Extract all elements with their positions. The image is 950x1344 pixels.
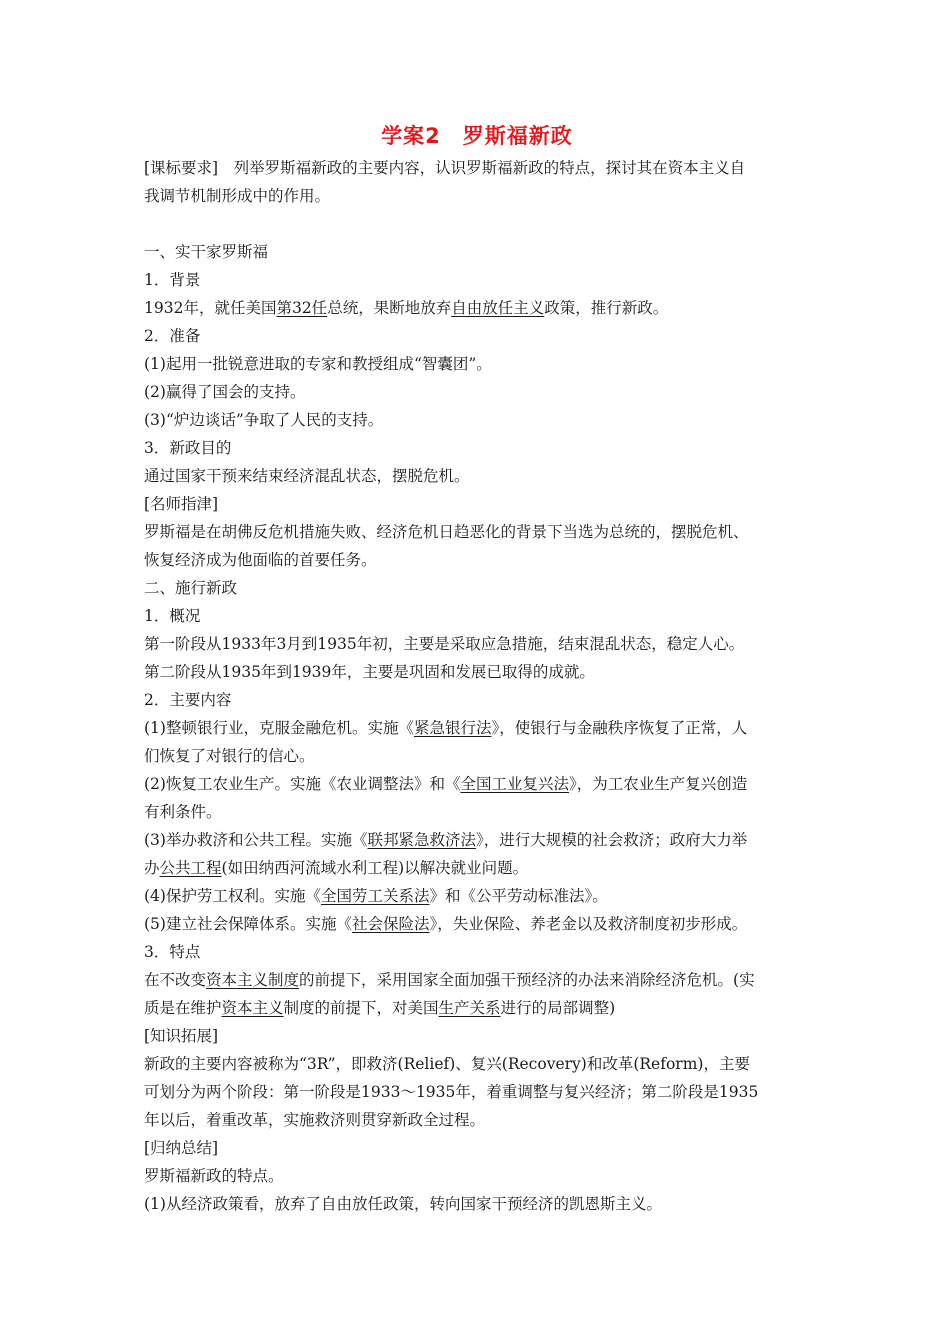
list-item: (1)起用一批锐意进取的专家和教授组成“智囊团”。 [144, 355, 492, 373]
extension-text: 年以后，着重改革，实施救济则贯穿新政全过程。 [144, 1111, 486, 1129]
underlined-term: 全国工业复兴法 [460, 775, 569, 793]
underlined-term: 资本主义制度 [206, 971, 300, 989]
goal-text: 通过国家干预来结束经济混乱状态，摆脱危机。 [144, 467, 470, 485]
page-title: 学案2 罗斯福新政 [381, 124, 573, 148]
list-item: (3)举办救济和公共工程。实施《联邦紧急救济法》，进行大规模的社会救济；政府大力举 [144, 831, 748, 849]
background-text: 1932年，就任美国第32任总统，果断地放弃自由放任主义政策，推行新政。 [144, 299, 669, 317]
section-heading: 一、实干家罗斯福 [144, 243, 269, 261]
underlined-term: 自由放任主义 [451, 299, 545, 317]
requirement-line: [课标要求] 列举罗斯福新政的主要内容，认识罗斯福新政的特点，探讨其在资本主义自 [144, 159, 746, 177]
tip-label: [名师指津] [144, 495, 219, 513]
overview-text: 第二阶段从1935年到1939年，主要是巩固和发展已取得的成就。 [144, 663, 595, 681]
underlined-term: 联邦紧急救济法 [367, 831, 476, 849]
curriculum-requirement [144, 154, 810, 210]
underlined-term: 生产关系 [438, 999, 501, 1017]
underlined-term: 第32任 [276, 299, 328, 317]
list-item: (3)“炉边谈话”争取了人民的支持。 [144, 411, 384, 429]
summary-title: 罗斯福新政的特点。 [144, 1167, 284, 1185]
list-item: (2)恢复工农业生产。实施《农业调整法》和《全国工业复兴法》，为工农业生产复兴创造 [144, 775, 748, 793]
extension-text: 新政的主要内容被称为“3R”，即救济(Relief)、复兴(Recovery)和改革(Reform)，主要 [144, 1055, 750, 1073]
subsection-heading: 3．新政目的 [144, 439, 232, 457]
list-item: (5)建立社会保障体系。实施《社会保险法》，失业保险、养老金以及救济制度初步形成。 [144, 915, 748, 933]
tip-text: 罗斯福是在胡佛反危机措施失败、经济危机日趋恶化的背景下当选为总统的，摆脱危机、 [144, 523, 749, 541]
subsection-heading: 2．准备 [144, 327, 201, 345]
list-item-continued: 办公共工程(如田纳西河流域水利工程)以解决就业问题。 [144, 859, 529, 877]
feature-text: 质是在维护资本主义制度的前提下，对美国生产关系进行的局部调整) [144, 999, 616, 1017]
requirement-line: 我调节机制形成中的作用。 [144, 187, 331, 205]
underlined-term: 社会保险法 [351, 915, 430, 933]
subsection-heading: 2．主要内容 [144, 691, 232, 709]
list-item: (2)赢得了国会的支持。 [144, 383, 306, 401]
tip-text: 恢复经济成为他面临的首要任务。 [144, 551, 377, 569]
extension-label: [知识拓展] [144, 1027, 219, 1045]
subsection-heading: 3．特点 [144, 943, 201, 961]
list-item-continued: 们恢复了对银行的信心。 [144, 747, 315, 765]
subsection-heading: 1．背景 [144, 271, 201, 289]
summary-label: [归纳总结] [144, 1139, 219, 1157]
extension-text: 可划分为两个阶段：第一阶段是1933～1935年，着重调整与复兴经济；第二阶段是1935 [144, 1083, 759, 1101]
blank-line [144, 210, 810, 238]
underlined-term: 紧急银行法 [413, 719, 492, 737]
summary-item: (1)从经济政策看，放弃了自由放任政策，转向国家干预经济的凯恩斯主义。 [144, 1195, 662, 1213]
underlined-term: 公共工程 [159, 859, 222, 877]
subsection-heading: 1．概况 [144, 607, 201, 625]
list-item-continued: 有利条件。 [144, 803, 222, 821]
feature-text: 在不改变资本主义制度的前提下，采用国家全面加强干预经济的办法来消除经济危机。(实 [144, 971, 755, 989]
section-heading: 二、施行新政 [144, 579, 238, 597]
list-item: (4)保护劳工权利。实施《全国劳工关系法》和《公平劳动标准法》。 [144, 887, 608, 905]
underlined-term: 资本主义 [221, 999, 284, 1017]
overview-text: 第一阶段从1933年3月到1935年初，主要是采取应急措施，结束混乱状态，稳定人心。 [144, 635, 745, 653]
list-item: (1)整顿银行业，克服金融危机。实施《紧急银行法》，使银行与金融秩序恢复了正常，人 [144, 719, 748, 737]
underlined-term: 全国劳工关系法 [320, 887, 430, 905]
